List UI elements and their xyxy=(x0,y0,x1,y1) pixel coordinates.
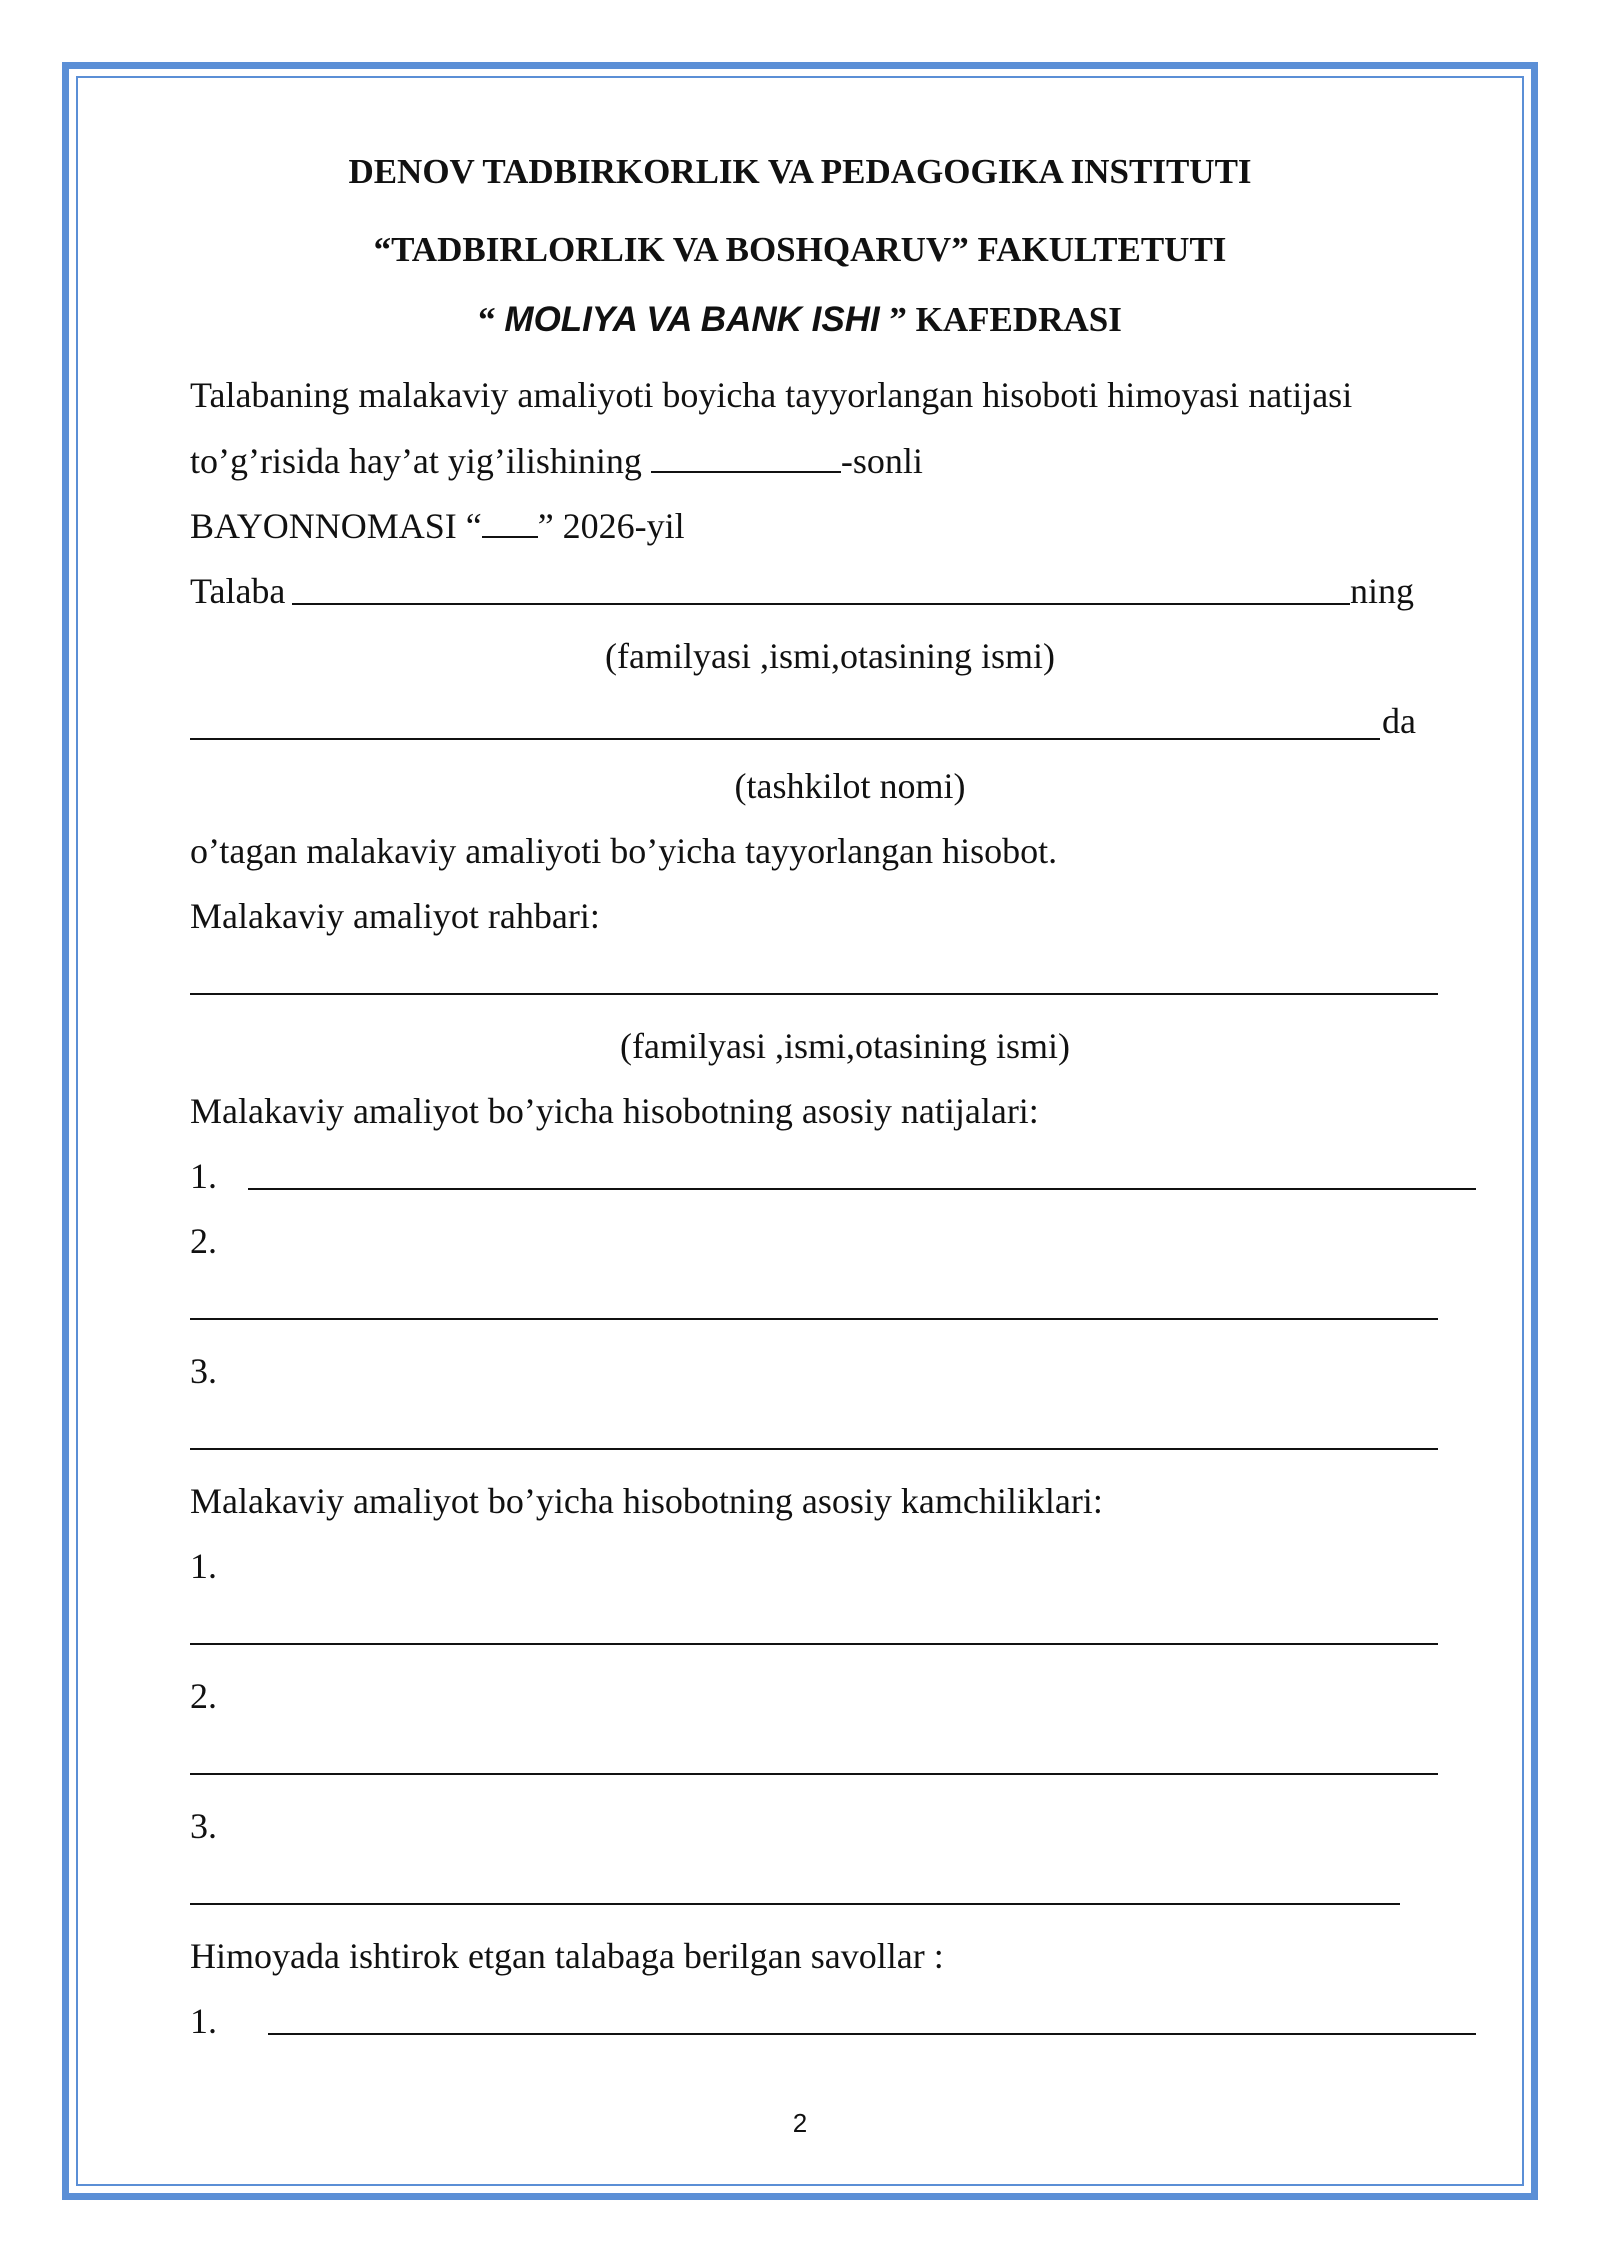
questions-item-1-line[interactable] xyxy=(268,2033,1476,2035)
results-item-3-number: 3. xyxy=(190,1351,217,1391)
completed-text: o’tagan malakaviy amaliyoti bo’yicha tayyorlangan hisobot. xyxy=(190,831,1058,871)
student-name-line[interactable] xyxy=(292,603,1350,605)
department-name: MOLIYA VA BANK ISHI xyxy=(504,300,890,339)
institute-title: DENOV TADBIRKORLIK VA PEDAGOGIKA INSTITUTI xyxy=(348,152,1252,191)
student-name-caption: (familyasi ,ismi,otasining ismi) xyxy=(605,636,1055,676)
protocol-number-blank[interactable] xyxy=(651,441,841,473)
questions-item-1-number: 1. xyxy=(190,2001,217,2041)
results-item-1-line[interactable] xyxy=(248,1188,1476,1190)
shortcomings-item-1-number: 1. xyxy=(190,1546,217,1586)
intro-line-1: Talabaning malakaviy amaliyoti boyicha tayyorlangan hisoboti himoyasi natijasi xyxy=(190,375,1353,415)
results-item-2-number: 2. xyxy=(190,1221,217,1261)
student-suffix: ning xyxy=(1350,571,1415,611)
intro-line-2-suffix: -sonli xyxy=(840,441,923,481)
shortcomings-item-1-line[interactable] xyxy=(190,1643,1438,1645)
intro-line-2 xyxy=(190,440,923,482)
department-title xyxy=(0,300,1600,340)
organization-caption: (tashkilot nomi) xyxy=(734,766,966,806)
page-number: 2 xyxy=(792,2108,808,2138)
results-heading: Malakaviy amaliyot bo’yicha hisobotning asosiy natijalari: xyxy=(190,1091,1039,1131)
intro-line-3-prefix: BAYONNOMASI “ xyxy=(190,506,482,546)
protocol-day-blank[interactable] xyxy=(482,506,538,538)
results-item-2-line[interactable] xyxy=(190,1318,1438,1320)
intro-line-3 xyxy=(190,505,685,547)
intro-line-2-prefix: to’g’risida hay’at yig’ilishining xyxy=(190,441,651,481)
supervisor-label: Malakaviy amaliyot rahbari: xyxy=(190,896,600,936)
shortcomings-item-3-line[interactable] xyxy=(190,1903,1400,1905)
intro-line-3-suffix: ” 2026-yil xyxy=(537,506,685,546)
faculty-title: “TADBIRLORLIK VA BOSHQARUV” FAKULTETUTI xyxy=(373,230,1227,269)
results-item-1-number: 1. xyxy=(190,1156,217,1196)
shortcomings-item-3-number: 3. xyxy=(190,1806,217,1846)
student-label: Talaba xyxy=(190,571,286,611)
department-quote-open: “ xyxy=(478,300,505,339)
shortcomings-heading: Malakaviy amaliyot bo’yicha hisobotning asosiy kamchiliklari: xyxy=(190,1481,1103,1521)
results-item-3-line[interactable] xyxy=(190,1448,1438,1450)
department-suffix: ” KAFEDRASI xyxy=(889,300,1122,339)
shortcomings-item-2-line[interactable] xyxy=(190,1773,1438,1775)
questions-heading: Himoyada ishtirok etgan talabaga berilgan savollar : xyxy=(190,1936,944,1976)
shortcomings-item-2-number: 2. xyxy=(190,1676,217,1716)
supervisor-name-line[interactable] xyxy=(190,993,1438,995)
supervisor-name-caption: (familyasi ,ismi,otasining ismi) xyxy=(620,1026,1070,1066)
organization-line[interactable] xyxy=(190,738,1380,740)
organization-suffix: da xyxy=(1382,701,1416,741)
